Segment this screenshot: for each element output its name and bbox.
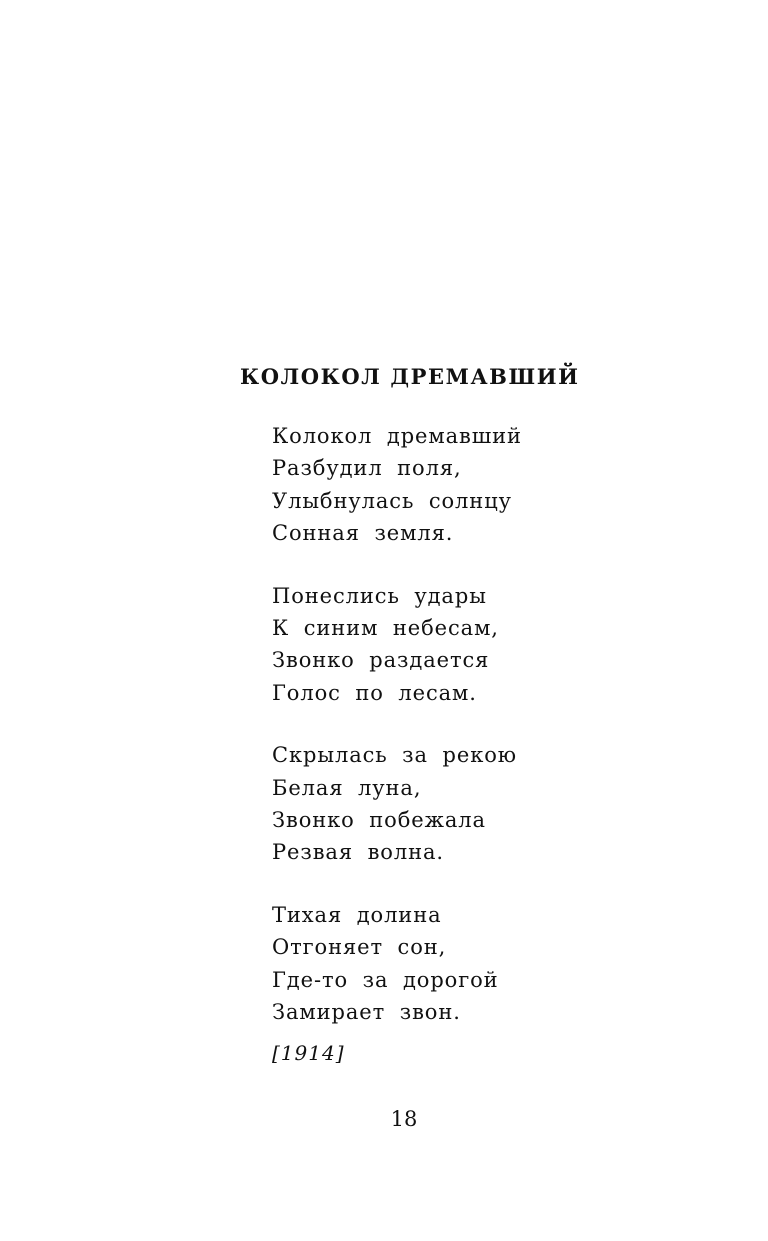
poem-line: Где-то за дорогой: [272, 967, 499, 992]
poem-line: Голос по лесам.: [272, 680, 477, 705]
stanza-2: [272, 580, 692, 710]
poem-body: [272, 420, 692, 1059]
poem-line: Резвая волна.: [272, 840, 444, 865]
poem-line: Белая луна,: [272, 775, 422, 800]
poem-title: КОЛОКОЛ ДРЕМАВШИЙ: [240, 364, 580, 389]
poem-line: Понеслись удары: [272, 583, 487, 608]
poem-line: Скрылась за рекою: [272, 743, 517, 768]
poem-line: Улыбнулась солнцу: [272, 488, 512, 513]
stanza-1: [272, 420, 692, 550]
poem-line: Разбудил поля,: [272, 456, 462, 481]
stanza-3: [272, 739, 692, 869]
poem-line: Замирает звон.: [272, 1000, 461, 1025]
poem-line: Звонко побежала: [272, 808, 486, 833]
poem-line: Отгоняет сон,: [272, 935, 447, 960]
poem-line: Звонко раздается: [272, 648, 490, 673]
page-number: 18: [390, 1107, 418, 1131]
poem-year: [1914]: [272, 1041, 345, 1065]
poem-line: Сонная земля.: [272, 521, 454, 546]
stanza-4: [272, 899, 692, 1029]
poem-line: Колокол дремавший: [272, 424, 522, 448]
poem-line: К синим небесам,: [272, 616, 499, 641]
poem-line: Тихая долина: [272, 902, 442, 927]
